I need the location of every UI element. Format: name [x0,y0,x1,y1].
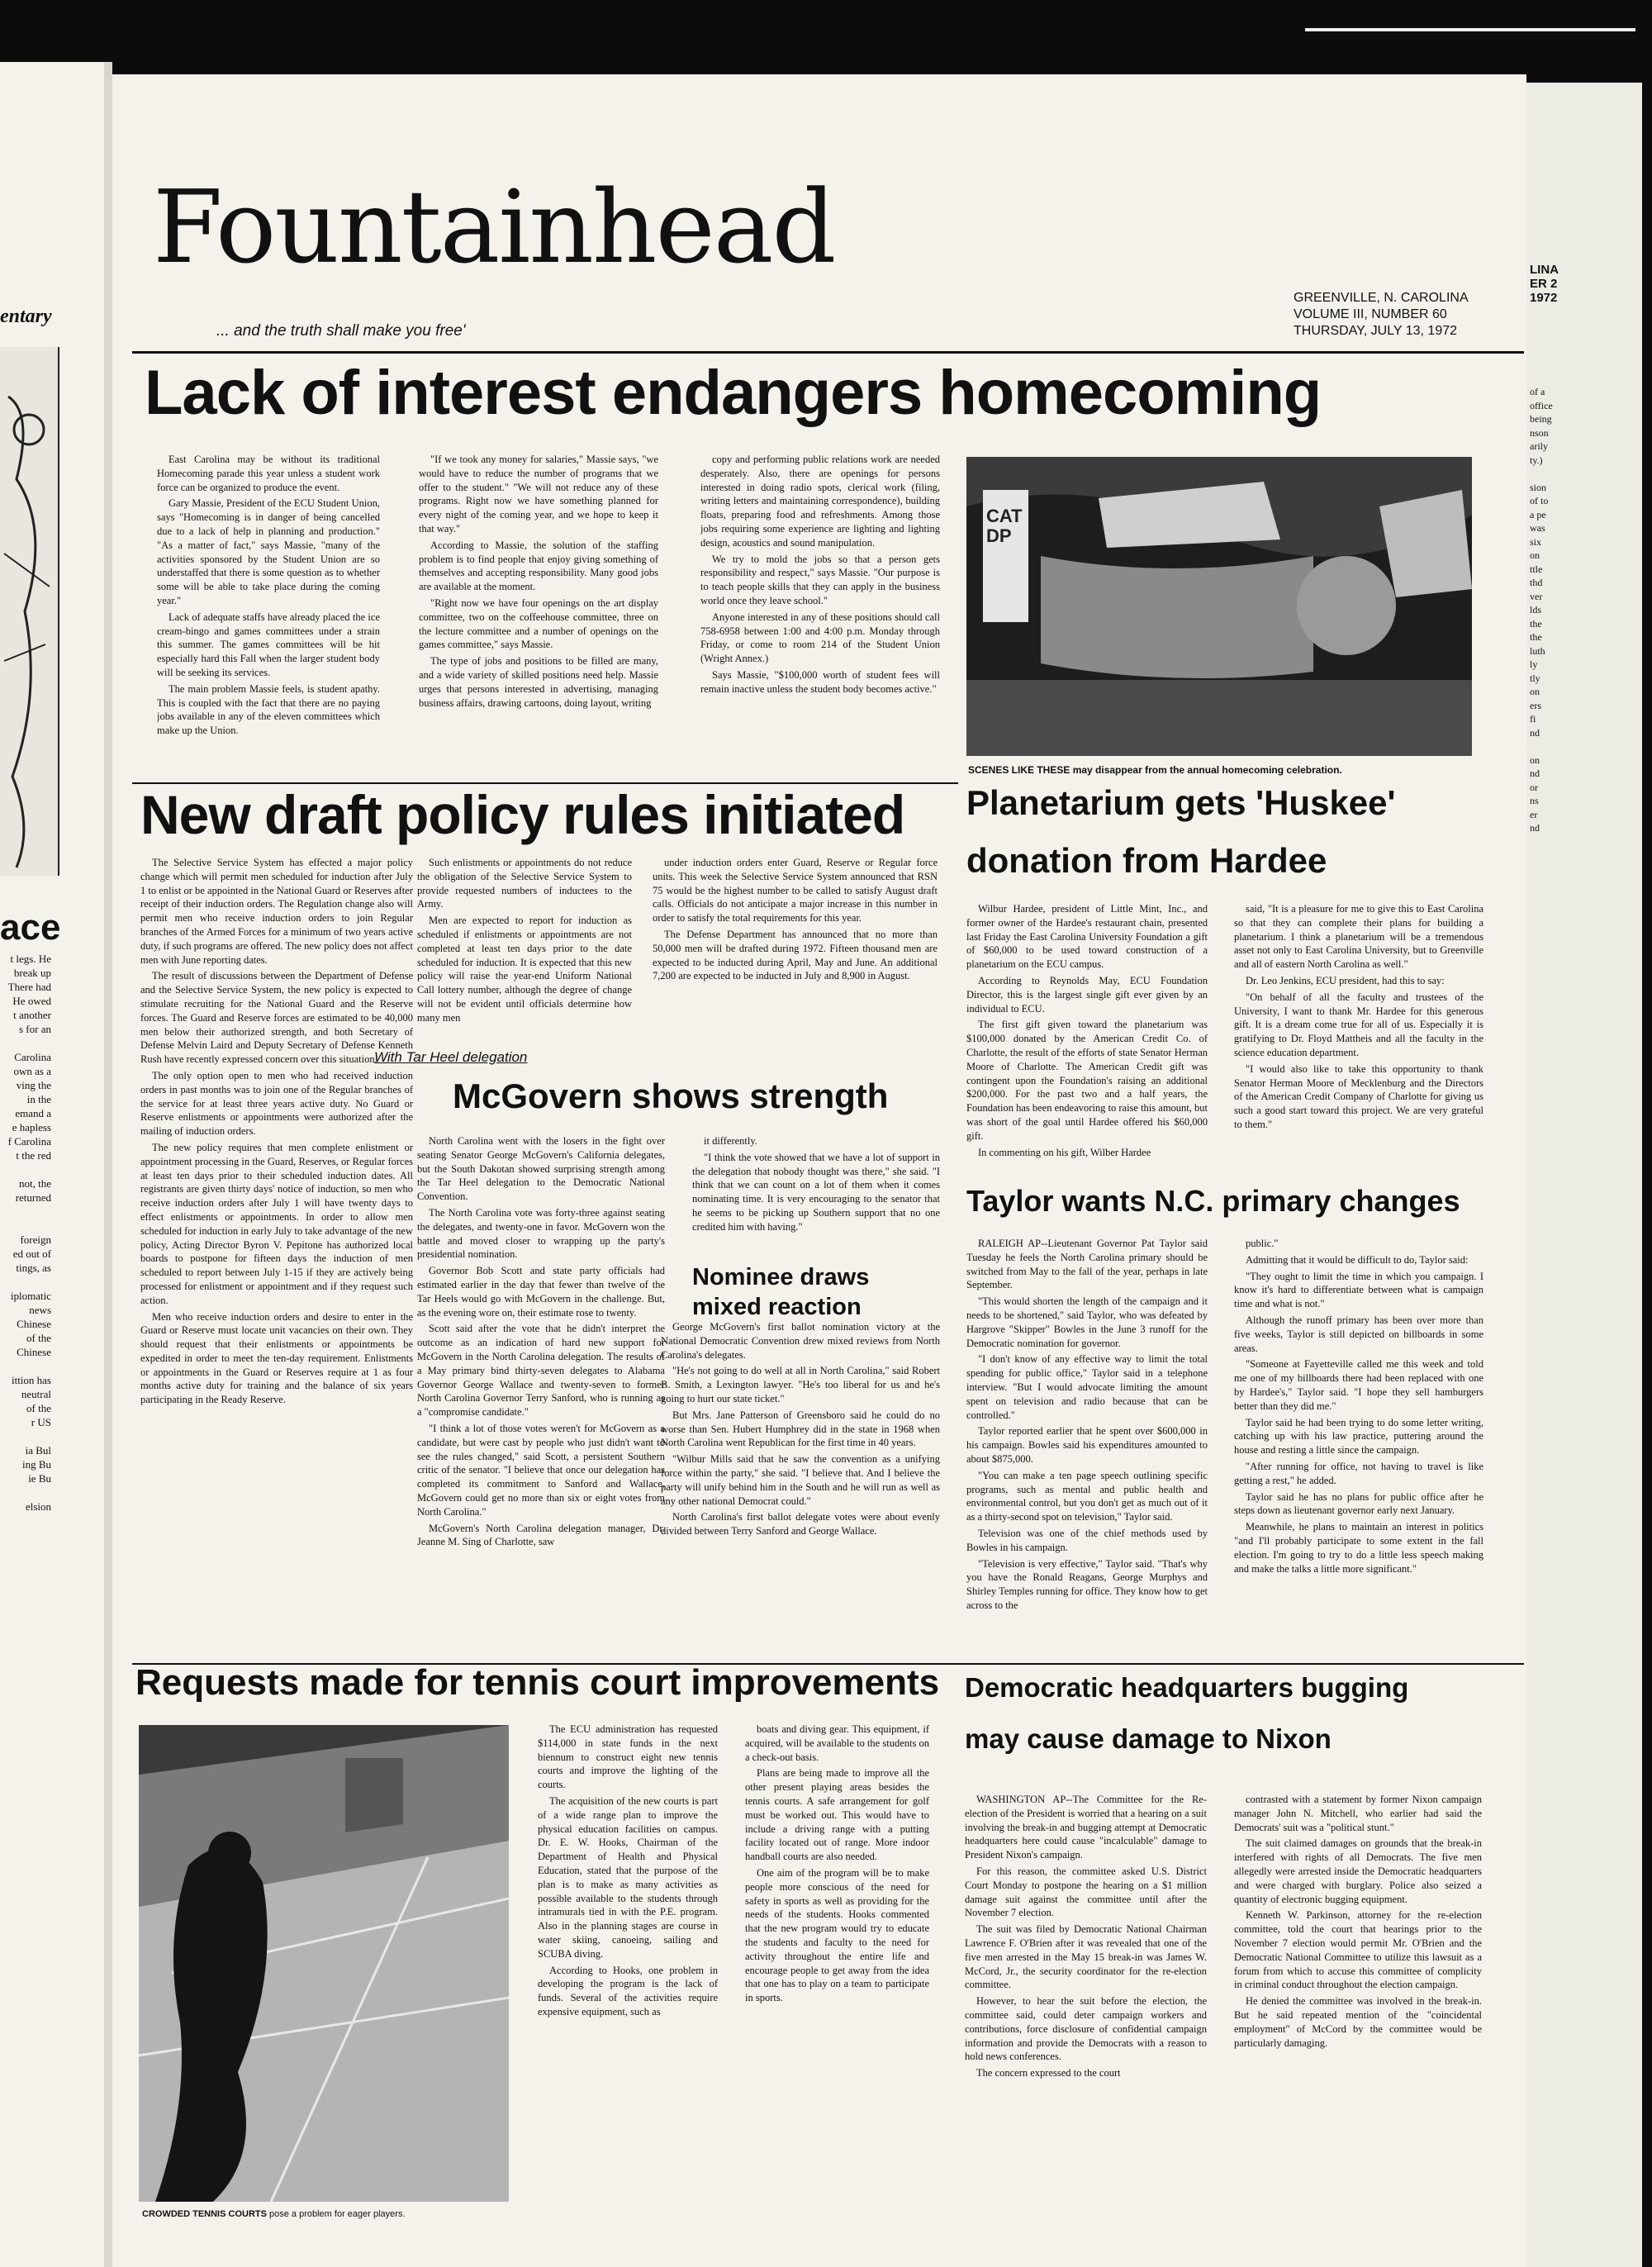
masthead-motto: ... and the truth shall make you free' [216,322,466,340]
paragraph: The concern expressed to the court [976,2067,1121,2079]
left-strip-text [0,952,51,1861]
paragraph: Anyone interested in any of these positions should call 758-6958 between 1:00 and 4:00 p.m. Monday through Friday, or come to room 214 of the Student Union (Wright Annex.) [700,611,940,665]
strip-line: Carolina [14,1051,51,1063]
paragraph: The only option open to men who had received induction orders in past months was to join one of the Regular branches of the service for at least three years active duty. No Guard or Reserve enlistments or appointments were authorized after the mailing of induction orders. [140,1069,413,1138]
planetarium-col-1 [966,902,1208,1195]
homecoming-col-3 [700,453,940,775]
paragraph: The type of jobs and positions to be filled are many, and a wide variety of skilled positions need help. Massie urges that persons interested in advertising, managing business affairs, drawing cartoons, doing layout, writing [419,655,658,709]
strip-line: 1972 [1530,291,1558,305]
tennis-caption-bold: CROWDED TENNIS COURTS [142,2209,267,2219]
paragraph: "You can make a ten page speech outlining specific programs, such as mental and public health and environmental control, but you don't get as much out of it as a thirty-second spot on television," Taylor said. [966,1469,1208,1523]
paragraph: However, to hear the suit before the election, the committee said, could deter campaign workers and contributions, force disclosure of confidential campaign information and provide the Democrats with a reason to hold news conferences. [965,1995,1207,2063]
taylor-col-2 [1234,1237,1483,1683]
taylor-col-1 [966,1237,1208,1683]
left-strip-heading: entary [0,306,52,327]
paragraph: One aim of the program will be to make people more conscious of the need for safety in sports as well as providing for the needs of the students. Hooks commented that the new program would try to educate the students and faculty to the need for activity throughout the entire life and encourage people to get away from the idea that one has to play on a team to participate in sports. [745,1866,929,2004]
strip-line: or [1530,781,1538,793]
strip-line: neutral [21,1388,51,1400]
paragraph: Wilbur Hardee, president of Little Mint, Inc., and former owner of the Hardee's restaurant chain, presented last Friday the East Carolina University Foundation a gift of $60,000 to be used toward construction of a planetarium on the ECU campus. [966,903,1208,971]
bugging-col-2 [1234,1793,1482,2239]
strip-line: arily [1530,440,1548,452]
paragraph: The ECU administration has requested $114,000 in state funds in the next biennum to construct eight new tennis courts and improve the lighting of the courts. [538,1723,718,1791]
strip-line: of the [26,1332,51,1344]
strip-line [1530,739,1566,753]
paragraph: "I think the vote showed that we have a lot of support in the delegation that nobody thought was there," she said. "I think that we can count on a lot of them when it comes nominating time. It is very encouraging to the senator that he seems to be picking up Southern support that no one credited him with having." [692,1151,940,1233]
strip-line: in the [26,1093,51,1105]
paragraph: "They ought to limit the time in which you campaign. I know it's hard to differentiate between what is campaign time and what is not." [1234,1270,1483,1310]
homecoming-col-2 [419,453,658,775]
paragraph: The Defense Department has announced that no more than 50,000 men will be drafted during 1972. Fifteen thousand men are expected to be inducted during April, May and June. An additional 7,200 are expected to be inducted in July and 8,900 in August. [653,928,938,982]
strip-line: ers [1530,699,1541,711]
paragraph: "He's not going to do well at all in North Carolina," said Robert B. Smith, a Lexington lawyer. "He's too liberal for us and he's going to hurt our state ticket." [661,1365,940,1404]
strip-line: t another [13,1009,51,1021]
strip-line: returned [15,1191,51,1204]
strip-line [0,1162,51,1176]
paragraph: The first gift given toward the planetarium was $100,000 donated by the American Credit Co. of Charlotte, the result of the efforts of state Senator Herman Moore of Charlotte. The American Credit gift was contingent upon the Foundation's raising an additional $200,000. For the past two and a half years, the Foundation has been endeavoring to raise this amount, but was short of the goal until Hardee offered his $60,000 gift. [966,1019,1208,1142]
paragraph: RALEIGH AP--Lieutenant Governor Pat Taylor said Tuesday he feels the North Carolina primary should be switched from May to the fall of the year, perhaps in late September. [966,1238,1208,1291]
paragraph: According to Hooks, one problem in developing the program is the lack of funds. Several of the activities require expensive equipment, such as [538,1964,718,2017]
tennis-headline: Requests made for tennis court improvements [135,1662,940,1703]
strip-line: luth [1530,644,1545,657]
paragraph: Kenneth W. Parkinson, attorney for the re-election committee, told the court that hearings prior to the November 7 election would permit Mr. O'Brien and the Democratic National Committee to utilize this lawsuit as a forum from which to accuse this committee of complicity in criminal conduct throughout the election campaign. [1234,1909,1482,1991]
left-page-fold [104,62,112,2267]
strip-line: foreign [20,1233,51,1246]
bugging-headline-2: may cause damage to Nixon [965,1723,1332,1754]
paragraph: George McGovern's first ballot nomination victory at the National Democratic Convention drew mixed reviews from North Carolina's delegates. [661,1321,940,1361]
paragraph: For this reason, the committee asked U.S. District Court Monday to postpone the hearing on a $1 million damage suit against the committee until after the November 7 election. [965,1865,1207,1919]
paragraph: Although the runoff primary has been over more than five weeks, Taylor is still depicted on billboards in some areas. [1234,1314,1483,1354]
mcgovern-col-2-top [692,1134,940,1258]
paragraph: We try to mold the jobs so that a person gets responsibility and respect," says Massie. "Our purpose is to teach people skills that they can apply in the business world once they leave school." [700,553,940,606]
masthead-date: THURSDAY, JULY 13, 1972 [1294,324,1458,338]
paragraph: under induction orders enter Guard, Reserve or Regular force units. This week the Selective Service System announced that RSN 75 would be the highest number to be called to satisfy August draft calls. Officials do not anticipate a major increase in this number in order to satisfy the total requirements for this year. [653,857,938,924]
paragraph: The suit was filed by Democratic National Chairman Lawrence F. O'Brien after it was revealed that one of the five men arrested in the May 15 break-in was James W. McCord, Jr., the security coordinator for the re-election committee. [965,1923,1207,1991]
strip-line: ittion has [11,1374,51,1386]
homecoming-photo [966,457,1472,756]
tennis-caption-rest: pose a problem for eager players. [269,2209,406,2219]
strip-line: er [1530,808,1538,820]
strip-line: nd [1530,726,1540,739]
paragraph: North Carolina went with the losers in the fight over seating Senator George McGovern's California delegates, but the South Dakotan showed surprising strength among the Tar Heel delegation to the Democratic National Convention. [417,1135,665,1203]
paragraph: Television was one of the chief methods used by Bowles in his campaign. [966,1527,1208,1553]
paragraph: "On behalf of all the faculty and trustees of the University, I want to thank Mr. Hardee for this generous gift. It is a dream come true for all of us. Especially it is gratifying to Dr. Floyd Mattheis and all the faculty in the science education department. [1234,991,1483,1058]
strip-line: tly [1530,672,1540,684]
paragraph: it differently. [704,1135,757,1147]
tennis-court-photo-icon [139,1725,509,2202]
strip-line: lds [1530,604,1542,615]
paragraph: The main problem Massie feels, is student apathy. This is coupled with the fact that there are no paying jobs available in any of the eleven committees which make up the Union. [157,682,380,737]
strip-line [1530,467,1566,481]
strip-line: LINA [1530,263,1559,277]
strip-line: break up [13,967,51,979]
mcgovern-col-2-bottom [661,1320,940,1684]
tennis-photo [139,1725,509,2202]
masthead-title: Fountainhead [153,169,835,286]
strip-line: elsion [25,1500,51,1513]
strip-line: ly [1530,658,1538,670]
mcgovern-headline: McGovern shows strength [453,1076,889,1115]
paragraph: North Carolina's first ballot delegate votes were about evenly divided between Terry Sanford and George Wallace. [661,1511,940,1537]
strip-line: ing Bu [21,1458,51,1471]
paragraph: Such enlistments or appointments do not reduce the obligation of the Selective Service System to provide requested numbers of inductees to the Army. [417,857,632,910]
paragraph: Taylor said he had been trying to do some letter writing, catching up with his law practice, puttering around the house and resting a little since the campaign. [1234,1416,1483,1457]
bugging-col-1 [965,1793,1207,2239]
paragraph: "Someone at Fayetteville called me this week and told me one of my billboards there had been replaced with one by Hardee's," Taylor said. "I hope they sell hamburgers better than they did me." [1234,1358,1483,1412]
strip-line: on [1530,549,1540,561]
photo-sign-text: CATDP [986,506,1023,546]
paragraph: McGovern's North Carolina delegation manager, Dr. Jeanne M. Sing of Charlotte, saw [417,1522,665,1548]
strip-line: ty.) [1530,454,1543,466]
mcgovern-col-1 [417,1134,665,1680]
strip-line: He owed [12,995,51,1007]
strip-line: t legs. He [10,953,51,965]
strip-line: the [1530,617,1542,630]
strip-line: six [1530,535,1542,548]
strip-line: of a [1530,386,1545,397]
tennis-photo-caption [142,2209,406,2219]
strip-line: Chinese [17,1346,51,1358]
paragraph: "After running for office, not having to travel is like getting a rest," he added. [1234,1460,1483,1486]
strip-line: of to [1530,495,1549,506]
strip-line: on [1530,686,1540,697]
tennis-col-2 [745,1723,929,2235]
strip-line: the [1530,631,1542,643]
draft-col-2 [417,856,632,1046]
strip-line [0,1359,51,1373]
paragraph: Meanwhile, he plans to maintain an interest in politics "and I'll probably participate to some extent in the fall election. I'm going to try to do a little less speech making and make the talks a little more significant." [1234,1521,1483,1575]
strip-line: ver [1530,590,1543,602]
strip-line: tings, as [16,1262,51,1274]
planetarium-col-2 [1234,902,1483,1195]
paragraph: But Mrs. Jane Patterson of Greensboro said he could do no worse than Sen. Hubert Humphrey did in the state in 1968 when North Carolina went Republican for the first time in 40 years. [661,1409,940,1449]
paragraph: "I think a lot of those votes weren't for McGovern as a candidate, but were cast by people who just didn't want to see the rules changed," said Scott, a persistent Southern critic of the senator. "I believe that once our delegation has completed its commitment to Sanford and Wallace, McGovern could get no more than six or eight votes from North Carolina." [417,1422,665,1518]
strip-line: ving the [16,1079,51,1091]
paragraph: According to Massie, the solution of the staffing problem is to find people that enjoy giving something of themselves and accepting responsibility. Many good jobs are available at the moment. [419,539,658,593]
strip-line: own as a [13,1065,51,1077]
paragraph: According to Reynolds May, ECU Foundation Director, this is the largest single gift ever given by an individual to ECU. [966,974,1208,1015]
strip-line: r US [31,1416,51,1428]
tennis-col-1 [538,1723,718,2235]
strip-line: sion [1530,481,1547,493]
paragraph: Scott said after the vote that he didn't interpret the outcome as an indication of hard new support for McGovern in the North Carolina delegation. The results of a May primary bind thirty-seven delegates to Alabama Governor George Wallace and twenty-seven to former North Carolina Governor Terry Sanford, who is running as a "compromise candidate." [417,1323,665,1419]
strip-line [0,1485,51,1499]
strip-line: was [1530,522,1545,534]
paragraph: The new policy requires that men complete enlistment or appointment processing in the Guard, Reserves, or Regular forces at least ten days prior to their scheduled induction dates. All registrants are given thirty days' notice of induction, so men who receive induction orders after July 1 will have twenty days to effect enlistments or appointments. In order to allow men scheduled for induction in early July to take advantage of the new policy, Acting Director Byron V. Pepitone has authorized local boards to postpone for fifteen days the induction of men scheduled to report between July 1-15 if they are actively being processed for enlistment or appointment and if they request such action. [140,1141,413,1306]
planetarium-headline-2: donation from Hardee [966,841,1327,880]
homecoming-headline: Lack of interest endangers homecoming [145,358,1322,428]
paragraph: Admitting that it would be difficult to do, Taylor said: [1246,1253,1469,1266]
masthead-location: GREENVILLE, N. CAROLINA [1294,291,1469,305]
mcgovern-subhead: Nominee draws mixed reaction [692,1264,870,1320]
paragraph: Says Massie, "$100,000 worth of student fees will remain inactive unless the student body becomes active." [700,668,940,695]
top-edge-line [1305,28,1635,31]
homecoming-photo-caption: SCENES LIKE THESE may disappear from the annual homecoming celebration. [968,764,1342,776]
paragraph: Men are expected to report for induction as scheduled if enlistments or appointments are not completed at least ten days prior to the date scheduled for induction. It is expected that this new policy will raise the year-end Uniform National Call lottery number, although the degree of change will not be evident until officials determine how many men [417,915,632,1024]
paragraph: "If we took any money for salaries," Massie says, "we would have to reduce the number of programs that we offer to the student." "We will not reduce any of these programs. Right now we have something planned for every night of the coming year, and we hope to keep it that way." [419,454,658,535]
masthead-volume: VOLUME III, NUMBER 60 [1294,307,1447,321]
paragraph: The result of discussions between the Department of Defense and the Selective Service System, the new policy is expected to stimulate recruiting for the National Guard and the Reserve forces. The Guard and Reserve forces are estimated to be 40,000 men below their authorized strength, and both Secretary of Defense Melvin Laird and Deputy Secretary of Defense Kenneth Rush have recently expressed concern over this situation. [140,970,413,1066]
left-strip-headline: ace [0,907,61,948]
paragraph: Dr. Leo Jenkins, ECU president, had this to say: [1246,974,1445,986]
paragraph: "Television is very effective," Taylor said. "That's why you have the Ronald Reagans, George Murphys and Shirley Temples running for office. They know how to get across to the [966,1557,1208,1611]
strip-line: e hapless [12,1121,51,1134]
strip-line: t the red [16,1149,51,1162]
strip-line: iplomatic [10,1290,51,1302]
strip-line: ttle [1530,563,1543,575]
strip-line: a pe [1530,508,1546,520]
taylor-headline: Taylor wants N.C. primary changes [966,1184,1460,1218]
strip-line [0,1205,51,1219]
right-strip-text [1530,385,1566,881]
strip-line: ie Bu [28,1472,51,1485]
strip-line: nd [1530,768,1540,779]
paragraph: The acquisition of the new courts is part of a wide range plan to improve the physical education facilities on campus. Dr. E. W. Hooks, Chairman of the Department of Health and Physical Education, stated that the purpose of the plan is to make as many activities as possible available to the students through intramurals tied in with the P.E. program. Also in the planning stages are course in water skiing, canoeing, sailing and SCUBA diving. [538,1794,718,1960]
paragraph: Governor Bob Scott and state party officials had estimated earlier in the day that fewer than twelve of the Tar Heels would go with McGovern in the challenge. But, as the evening wore on, their estimate rose to twenty. [417,1265,665,1319]
paragraph: Men who receive induction orders and desire to enter in the Guard or Reserve must locate unit vacancies on their own. They should request that their enlistments or appointments be expedited in order to meet the ten-day requirement. Enlistments or appointments in the Guard or Reserves require at 1 as four months active duty for training and the balance of six years participating in the Ready Reserve. [140,1310,413,1406]
draft-headline: New draft policy rules initiated [140,784,905,845]
right-strip-top [1530,263,1571,305]
strip-line: news [29,1304,51,1316]
cartoon-figure-icon [0,347,58,876]
paragraph: "I don't know of any effective way to limit the total spending for public office," Taylor said in a telephone interview. "But I would advocate limiting the amount spent on television and radio because that can be controlled." [966,1353,1208,1421]
paragraph: "This would shorten the length of the campaign and it needs to be shortened," said Taylor, who was defeated by Hargrove "Skipper" Bowles in the June 3 runoff for the Democratic nomination for governor. [966,1295,1208,1349]
strip-line: fi [1530,713,1536,725]
strip-line: Chinese [17,1318,51,1330]
parade-photo-icon [966,457,1472,756]
paragraph: Taylor said he has no plans for public office after he steps down as lieutenant governor early next January. [1234,1490,1483,1517]
strip-line: f Carolina [7,1135,51,1148]
paragraph: WASHINGTON AP--The Committee for the Re-election of the President is worried that a hearing on a suit involving the break-in and bugging attempt at Democratic headquarters here could cause "incalculable" damage to President Nixon's campaign. [965,1794,1207,1861]
paragraph: said, "It is a pleasure for me to give this to East Carolina so that they can complete their plans for building a planetarium. I think a planetarium will be a tremendous asset not only to East Carolina University, but to Greenville and all of eastern North Carolina as well." [1234,903,1483,971]
paragraph: The Selective Service System has effected a major policy change which will permit men scheduled for induction after July 1 to enlist or be appointed in the National Guard or Reserves after receipt of their induction orders. The Regulation change also will permit men who receive induction orders to join Regular branches of the Armed Forces for a minimum of two years active duty, if such programs are offered. The new policy does not affect men with June reporting dates. [140,857,413,966]
homecoming-col-1 [157,453,380,775]
mcgovern-kicker: With Tar Heel delegation [374,1049,528,1065]
strip-line: s for an [19,1023,51,1035]
strip-line: nd [1530,822,1540,834]
strip-line: emand a [15,1107,51,1119]
paragraph: Gary Massie, President of the ECU Student Union, says "Homecoming is in danger of being cancelled due to a lack of help in planning and production." "As a matter of fact," says Massie, "many of the activities sponsored by the Student Union are so understaffed that there is some question as to whether some will be able to take place during the coming year." [157,497,380,606]
strip-line: nson [1530,426,1549,439]
strip-line [0,1219,51,1233]
paragraph: Plans are being made to improve all the other present playing areas besides the tennis courts. A safe arrangement for golf must be worked out. This would have to include a driving range with a putting facility located out of range. More indoor handball courts are also needed. [745,1767,929,1863]
left-strip-illustration [0,347,59,876]
strip-line: ER 2 [1530,277,1558,291]
strip-line: of the [26,1402,51,1414]
paragraph: Taylor reported earlier that he spent over $600,000 in his campaign. Bowles said his expenditures amounted to about $875,000. [966,1425,1208,1465]
strip-line: on [1530,753,1540,766]
draft-col-3 [653,856,938,1046]
paragraph: contrasted with a statement by former Nixon campaign manager John N. Mitchell, who earlier had said the Democrats' suit was a "political stunt." [1234,1794,1482,1833]
strip-line: There had [7,981,51,993]
paragraph: The North Carolina vote was forty-three against seating the delegates, and twenty-one in favor. McGovern won the battle and moved closer to wrapping up the party's presidential nomination. [417,1206,665,1261]
paragraph: "Right now we have four openings on the art display committee, two on the coffeehouse committee, three on the lecture committee and a number of openings on the games committee," says Massie. [419,596,658,651]
strip-line: ns [1530,795,1539,806]
paragraph: The suit claimed damages on grounds that the break-in interfered with rights of all Democrats. The five men allegedly were arrested inside the Democratic headquarters and were charged with burglary. Police also seized a quantity of electronic bugging equipment. [1234,1837,1482,1905]
strip-line [0,1429,51,1443]
paragraph: boats and diving gear. This equipment, if acquired, will be available to the students on a check-out basis. [745,1723,929,1763]
paragraph: public." [1246,1238,1279,1249]
draft-col-1 [140,856,413,1682]
planetarium-headline-1: Planetarium gets 'Huskee' [966,783,1396,822]
strip-line: office [1530,399,1553,411]
paragraph: "Wilbur Mills said that he saw the convention as a unifying force within the party," she said. "I believe that. And I believe the party will unify behind him in the South and he will run as well as any other national Democrat could." [661,1453,940,1507]
strip-line [0,1275,51,1289]
strip-line: not, the [19,1177,51,1190]
paragraph: copy and performing public relations work are needed desperately. Also, there are openings for persons interested in doing radio spots, clerical work (filing, writing letters and maintaining correspondence), building floats, preparing food and refreshments. Among those jobs requiring some experience are lighting and lighting design, acoustics and sound manipulation. [700,454,940,549]
paragraph: Lack of adequate staffs have already placed the ice cream-bingo and games committees under a strain this summer. The games committees will be hit especially hard this Fall when the larger student body will be seeking its services. [157,611,380,678]
paragraph: In commenting on his gift, Wilber Hardee [978,1146,1151,1158]
strip-line: being [1530,413,1552,425]
masthead-rule [132,351,1524,354]
strip-line [0,1036,51,1050]
paragraph: "I would also like to take this opportunity to thank Senator Herman Moore of Mecklenburg and the Directors of the American Credit Company of Charlotte for giving us such a good start toward this project. We are very grateful to them." [1234,1062,1483,1130]
paragraph: He denied the committee was involved in the break-in. But he said repeated mention of the "coincidental employment" of McCord by the committee would be particularly damaging. [1234,1995,1482,2049]
strip-line: ia Bul [25,1444,51,1457]
strip-line: thd [1530,577,1543,588]
bugging-headline-1: Democratic headquarters bugging [965,1672,1409,1703]
strip-line: ed out of [12,1248,51,1260]
paragraph: East Carolina may be without its traditional Homecoming parade this year unless a student work force can be organized to produce the event. [157,454,380,493]
